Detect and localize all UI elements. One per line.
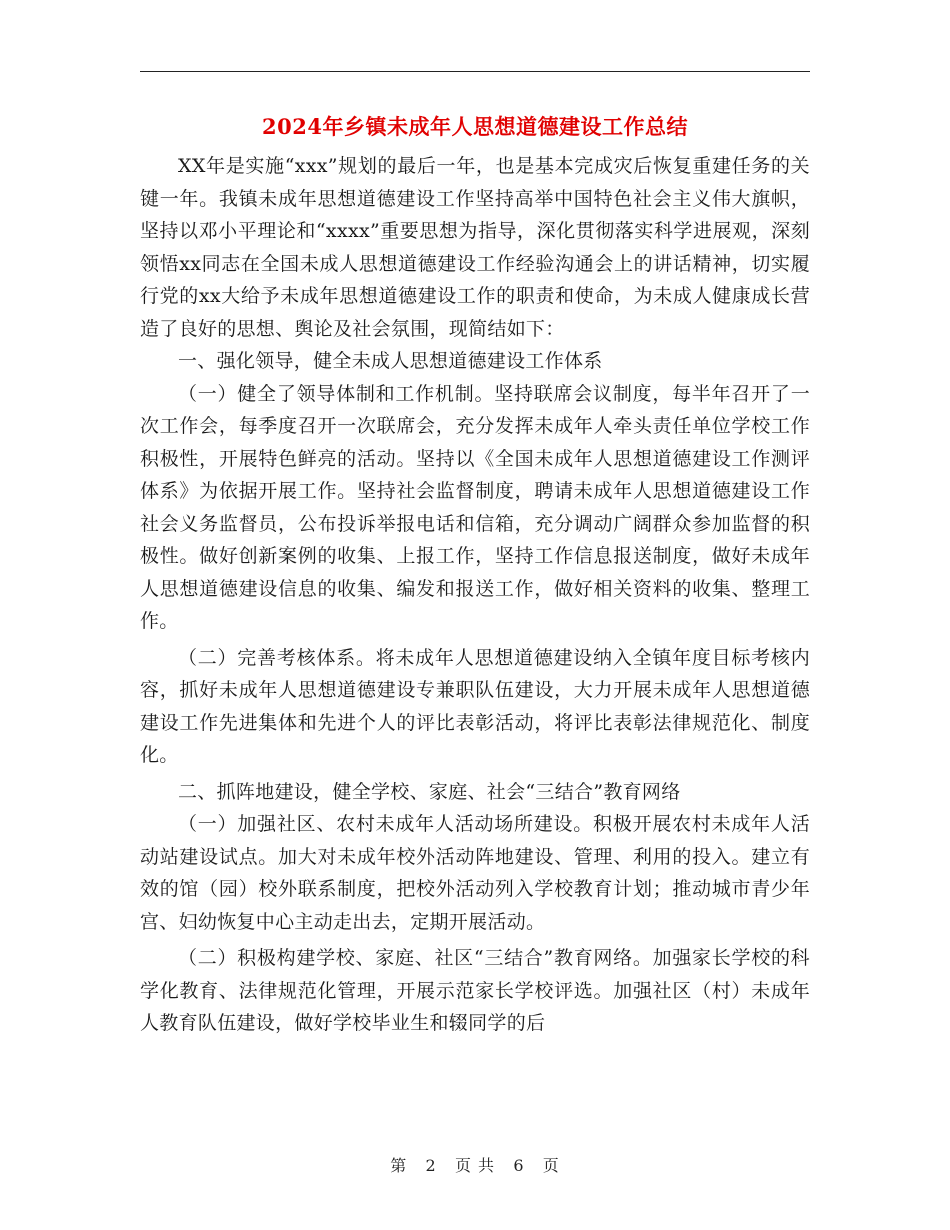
section-heading-1: 一、强化领导，健全未成人思想道德建设工作体系 [178, 350, 603, 372]
paragraph-2-2: （二）积极构建学校、家庭、社区“三结合”教育网络。加强家长学校的科学化教育、法律规范化管理，开展示范家长学校评选。加强社区（村）未成年人教育队伍建设，做好学校毕业生和辍同学的后 [140, 947, 810, 1034]
section-heading-2: 二、抓阵地建设，健全学校、家庭、社会“三结合”教育网络 [178, 780, 681, 803]
header-rule [140, 71, 810, 72]
paragraph-1-2: （二）完善考核体系。将未成年人思想道德建设纳入全镇年度目标考核内容，抓好未成年人思想道德建设专兼职队伍建设，大力开展未成年人思想道德建设工作先进集体和先进个人的评比表彰活动，将评比表彰法律规范化、制度化。 [140, 646, 810, 766]
total-pages-number: 6 [513, 1156, 525, 1175]
page-label-prefix: 第 [390, 1156, 408, 1175]
current-page-number: 2 [425, 1156, 437, 1175]
document-body [140, 150, 810, 1040]
page-footer [140, 1153, 810, 1176]
paragraph-intro: XX年是实施“xxx”规划的最后一年，也是基本完成灾后恢复重建任务的关键一年。我镇未成年思想道德建设工作坚持高举中国特色社会主义伟大旗帜，坚持以邓小平理论和“xxxx”重要思想为指导，深化贯彻落实科学进展观，深刻领悟xx同志在全国未成人思想道德建设工作经验沟通会上的讲话精神，切实履行党的xx大给予未成年思想道德建设工作的职责和使命，为未成人健康成长营造了良好的思想、舆论及社会氛围，现简结如下： [140, 155, 810, 340]
page-label-suffix: 页 [542, 1156, 560, 1175]
page-label-mid: 页 共 [454, 1156, 496, 1175]
document-title: 2024年乡镇未成年人思想道德建设工作总结 [262, 114, 688, 139]
paragraph-2-1: （一）加强社区、农村未成年人活动场所建设。积极开展农村未成年人活动站建设试点。加大对未成年校外活动阵地建设、管理、利用的投入。建立有效的馆（园）校外联系制度，把校外活动列入学校教育计划；推动城市青少年宫、妇幼恢复中心主动走出去，定期开展活动。 [140, 813, 810, 933]
paragraph-1-1: （一）健全了领导体制和工作机制。坚持联席会议制度，每半年召开了一次工作会，每季度召开一次联席会，充分发挥未成年人牵头责任单位学校工作积极性，开展特色鲜亮的活动。坚持以《全国未成年人思想道德建设工作测评体系》为依据开展工作。坚持社会监督制度，聘请未成年人思想道德建设工作社会义务监督员，公布投诉举报电话和信箱，充分调动广阔群众参加监督的积极性。做好创新案例的收集、上报工作，坚持工作信息报送制度，做好未成年人思想道德建设信息的收集、编发和报送工作，做好相关资料的收集、整理工作。 [140, 382, 810, 632]
